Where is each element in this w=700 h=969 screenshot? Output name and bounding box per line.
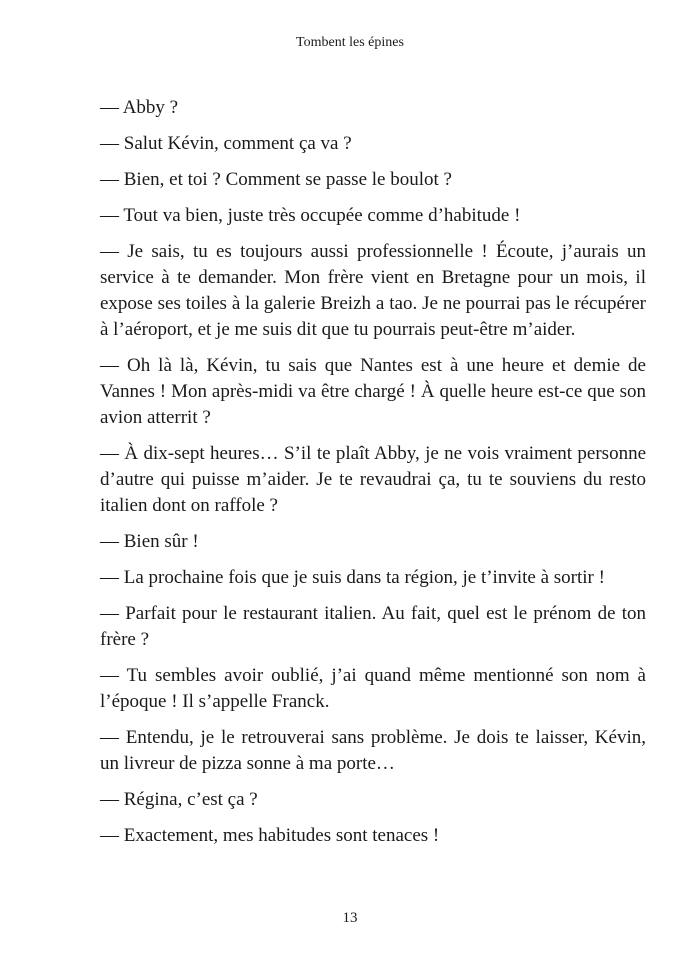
dialogue-paragraph: — Je sais, tu es toujours aussi professionnelle ! Écoute, j’aurais un service à te demander. Mon frère vient en Bretagne pour un mois, il expose ses toiles à la galerie Breizh a tao. Je ne pourrai pas le récupérer à l’aéroport, et je me suis dit que tu pourrais peut-être m’aider. [100,241,646,340]
dialogue-paragraph: — Tu sembles avoir oublié, j’ai quand même mentionné son nom à l’époque ! Il s’appelle Franck. [100,665,646,712]
page-body [100,95,646,859]
running-header: Tombent les épines [296,35,404,50]
dialogue-paragraph: — Bien sûr ! [100,531,199,552]
dialogue-paragraph: — La prochaine fois que je suis dans ta région, je t’invite à sortir ! [100,567,605,588]
dialogue-paragraph: — Salut Kévin, comment ça va ? [100,133,352,154]
dialogue-paragraph: — Tout va bien, juste très occupée comme d’habitude ! [100,205,521,226]
dialogue-paragraph: — Oh là là, Kévin, tu sais que Nantes est à une heure et demie de Vannes ! Mon après-midi va être chargé ! À quelle heure est-ce que son avion atterrit ? [100,355,646,428]
dialogue-paragraph: — Parfait pour le restaurant italien. Au fait, quel est le prénom de ton frère ? [100,603,646,650]
dialogue-paragraph: — Exactement, mes habitudes sont tenaces ! [100,825,440,846]
dialogue-paragraph: — Entendu, je le retrouverai sans problème. Je dois te laisser, Kévin, un livreur de pizza sonne à ma porte… [100,727,646,774]
dialogue-paragraph: — Abby ? [100,97,179,118]
dialogue-paragraph: — Régina, c’est ça ? [100,789,258,810]
dialogue-paragraph: — Bien, et toi ? Comment se passe le boulot ? [100,169,452,190]
page-number: 13 [342,910,358,926]
dialogue-paragraph: — À dix-sept heures… S’il te plaît Abby, je ne vois vraiment personne d’autre qui puisse m’aider. Je te revaudrai ça, tu te souviens du resto italien dont on raffole ? [100,443,646,516]
